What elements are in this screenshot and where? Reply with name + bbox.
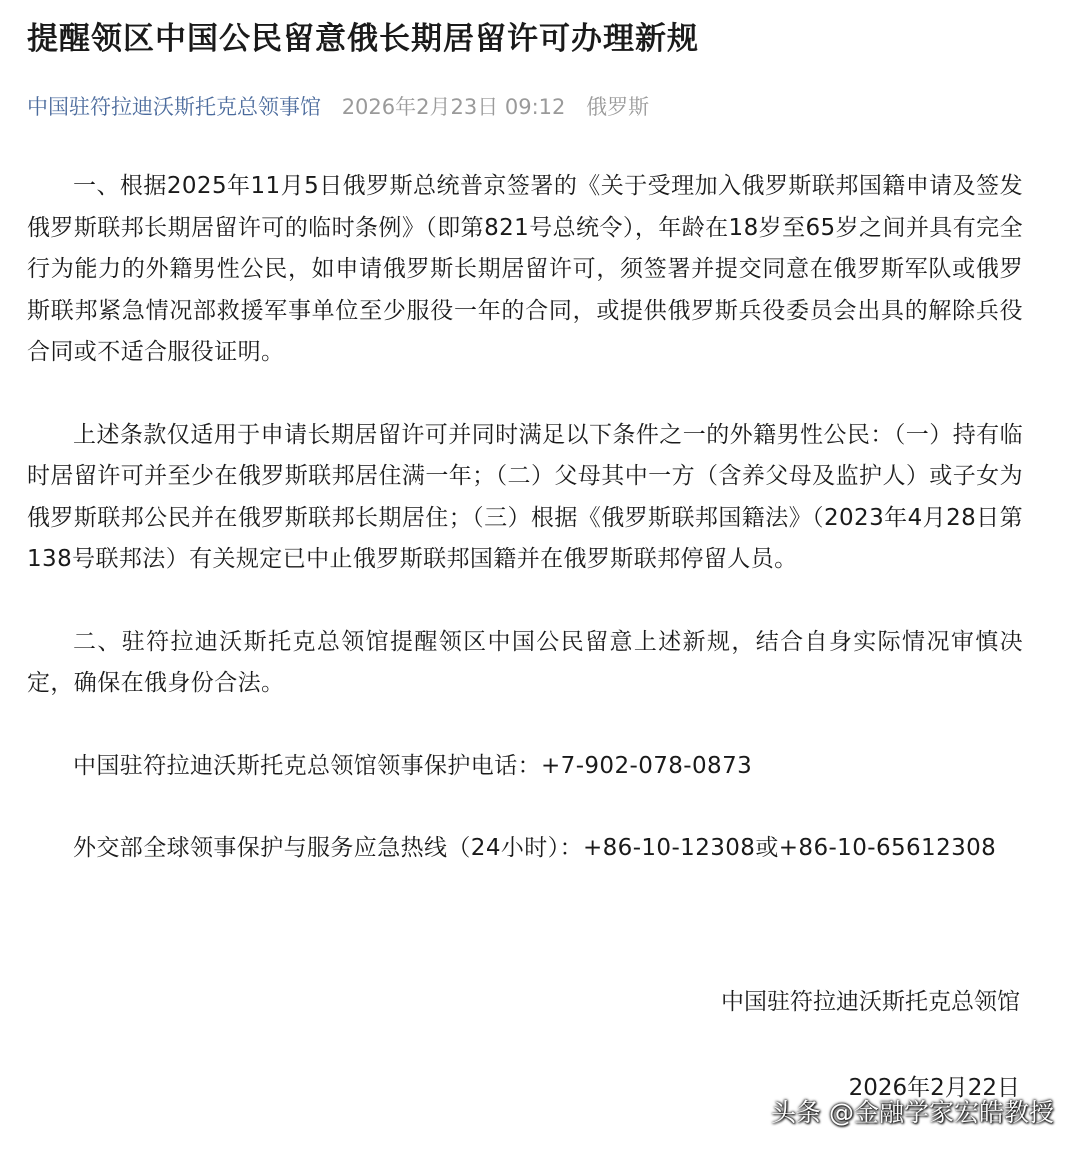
article-body xyxy=(27,166,1023,870)
signature-org: 中国驻符拉迪沃斯托克总领馆 xyxy=(721,989,1020,1015)
publish-datetime: 2026年2月23日 09:12 xyxy=(341,95,566,119)
paragraph-1: 一、根据2025年11月5日俄罗斯总统普京签署的《关于受理加入俄罗斯联邦国籍申请及签发俄罗斯联邦长期居留许可的临时条例》（即第821号总统令），年龄在18岁至65岁之间并具有完全行为能力的外籍男性公民，如申请俄罗斯长期居留许可，须签署并提交同意在俄罗斯军队或俄罗斯联邦紧急情况部救援军事单位至少服役一年的合同，或提供俄罗斯兵役委员会出具的解除兵役合同或不适合服役证明。 xyxy=(27,173,1023,365)
consular-phone: 中国驻符拉迪沃斯托克总领馆领事保护电话：+7-902-078-0873 xyxy=(73,752,753,779)
hotline: 外交部全球领事保护与服务应急热线（24小时）：+86-10-12308或+86-10-65612308 xyxy=(73,835,997,861)
paragraph-3: 二、驻符拉迪沃斯托克总领馆提醒领区中国公民留意上述新规，结合自身实际情况审慎决定，确保在俄身份合法。 xyxy=(27,628,1023,696)
paragraph-2: 上述条款仅适用于申请长期居留许可并同时满足以下条件之一的外籍男性公民：（一）持有临时居留许可并至少在俄罗斯联邦居住满一年；（二）父母其中一方（含养父母及监护人）或子女为俄罗斯联邦公民并在俄罗斯联邦长期居住；（三）根据《俄罗斯联邦国籍法》（2023年4月28日第138号联邦法）有关规定已中止俄罗斯联邦国籍并在俄罗斯联邦停留人员。 xyxy=(27,421,1023,572)
article-title: 提醒领区中国公民留意俄长期居留许可办理新规 xyxy=(27,21,699,57)
signature-date: 2026年2月22日 xyxy=(848,1075,1020,1101)
watermark: 头条 @金融学家宏皓教授 xyxy=(771,1098,1054,1127)
article xyxy=(27,0,1023,870)
source-link[interactable]: 中国驻符拉迪沃斯托克总领事馆 xyxy=(27,95,321,119)
region-label: 俄罗斯 xyxy=(586,95,650,119)
article-meta xyxy=(27,92,1023,122)
